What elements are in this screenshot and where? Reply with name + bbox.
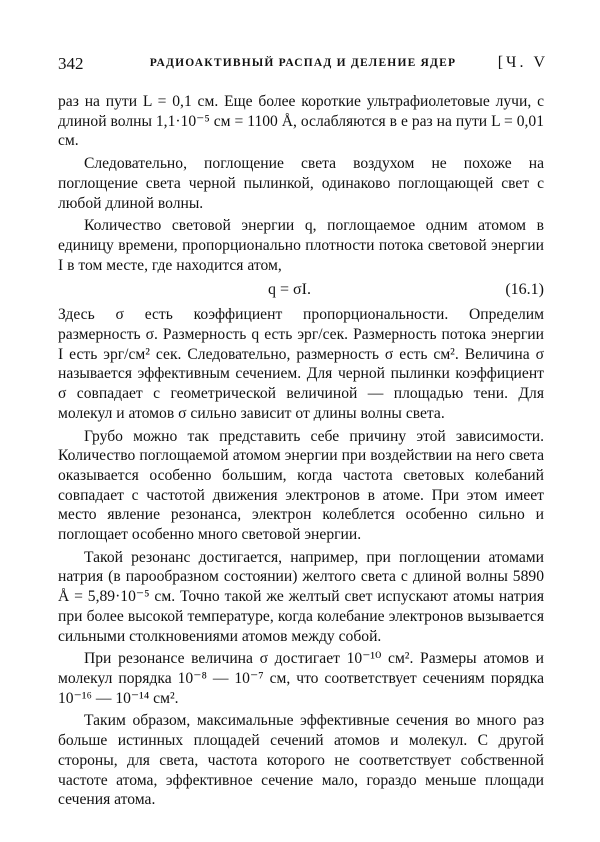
paragraph-3: Количество световой энергии q, поглощаемое одним атомом в единицу времени, пропорционально плотности потока световой энергии I в том месте, где находится атом,	[58, 217, 544, 274]
paragraph-7: При резонансе величина σ достигает 10⁻¹⁰ см². Размеры атомов и молекул порядка 10⁻⁸ — 10⁻⁷ см, что соответствует сечениям порядка 10⁻¹⁶ — 10⁻¹⁴ см².	[58, 650, 544, 707]
formula-16-1	[58, 277, 544, 303]
equation-number: (16.1)	[505, 281, 544, 299]
paragraph-4: Здесь σ есть коэффициент пропорциональности. Определим размерность σ. Размерность q есть эрг/сек. Размерность потока энергии I есть эрг/см² сек. Следовательно, размерность σ есть см². Величина σ называется эффективным сечением. Для черной пылинки коэффициент σ совпадает с геометрической величиной — площадью тени. Для молекул и атомов σ сильно зависит от длины волны света.	[58, 306, 544, 422]
formula-expression: q = σI.	[268, 281, 311, 299]
paragraph-8: Таким образом, максимальные эффективные сечения во много раз больше истинных площадей сечений атомов и молекул. С другой стороны, для света, частота которого не соответствует собственной частоте атома, эффективное сечение мало, гораздо меньше площади сечения атома.	[58, 712, 544, 809]
page-header	[58, 54, 548, 78]
running-title: РАДИОАКТИВНЫЙ РАСПАД И ДЕЛЕНИЕ ЯДЕР	[149, 57, 457, 69]
paragraph-6: Такой резонанс достигается, например, при поглощении атомами натрия (в парообразном состоянии) желтого света с длиной волны 5890 Å = 5,89·10⁻⁵ см. Точно такой же желтый свет испускают атомы натрия при более высокой температуре, когда колебание электронов вызывается сильными столкновениями атомов между собой.	[58, 548, 544, 645]
paragraph-2: Следовательно, поглощение света воздухом не похоже на поглощение света черной пылинкой, одинаково поглощающей свет с любой длиной волны.	[58, 155, 544, 212]
page-body	[58, 92, 544, 810]
paragraph-5: Грубо можно так представить себе причину этой зависимости. Количество поглощаемой атомом энергии при воздействии на него света оказывается особенно большим, когда частота световых колебаний совпадает с частотой движения электронов в атоме. При этом имеет место явление резонанса, электрон колеблется особенно сильно и поглощает особенно много световой энергии.	[58, 427, 544, 544]
page-number: 342	[58, 54, 84, 73]
paragraph-1: раз на пути L = 0,1 см. Еще более короткие ультрафиолетовые лучи, с длиной волны 1,1·10⁻⁵ см = 1100 Å, ослабляются в e раз на пути L = 0,01 см.	[58, 93, 544, 150]
chapter-label: [Ч. V	[497, 54, 548, 71]
